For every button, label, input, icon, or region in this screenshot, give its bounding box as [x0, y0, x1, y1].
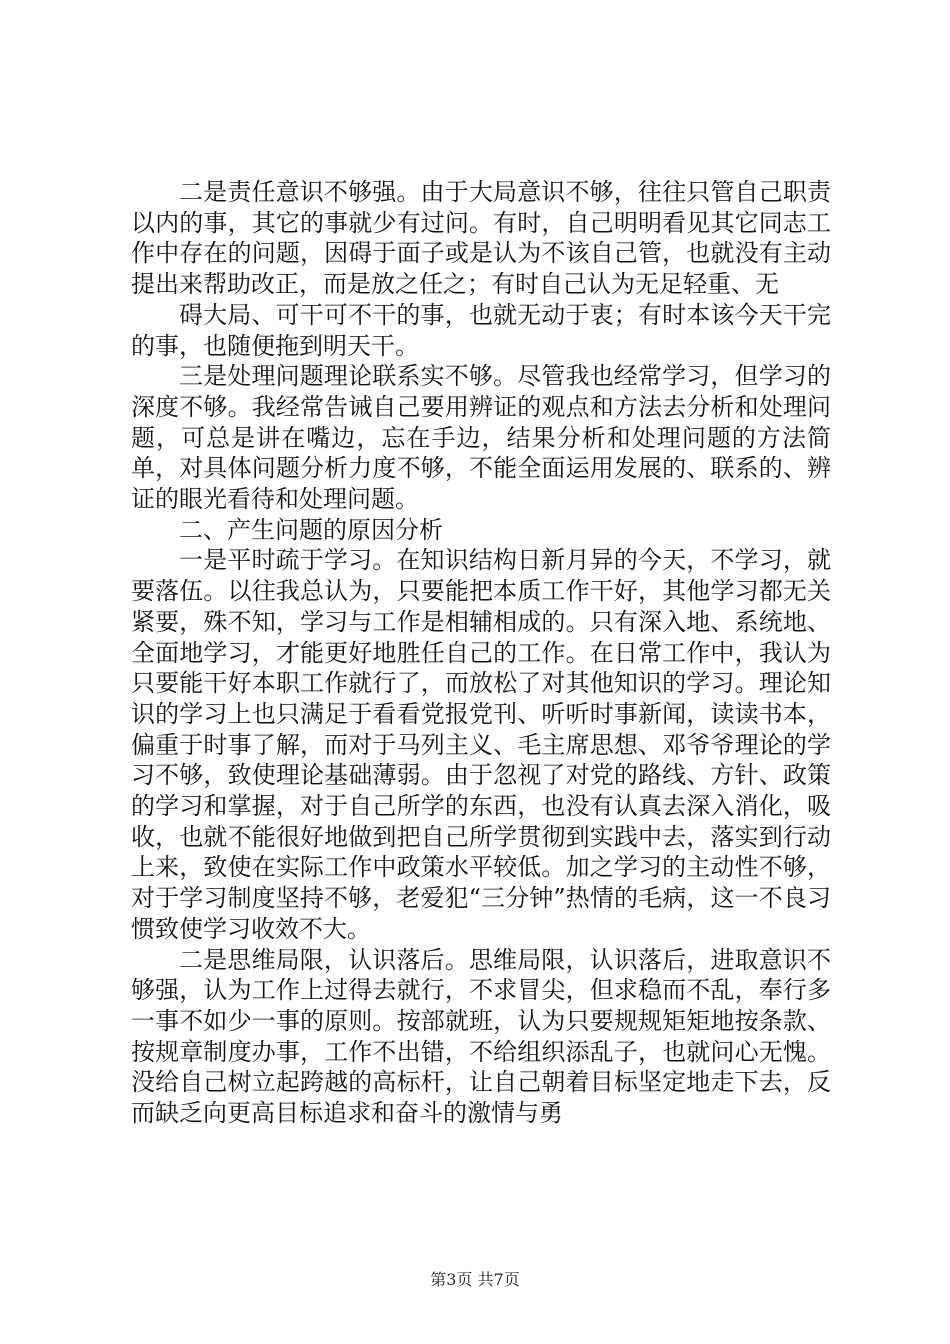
paragraph-theory-practice: 三是处理问题理论联系实不够。尽管我也经常学习，但学习的深度不够。我经常告诫自己要用辨证的观点和方法去分析和处理问题，可总是讲在嘴边，忘在手边，结果分析和处理问题的方法简单，对具体问题分析力度不够，不能全面运用发展的、联系的、辨证的眼光看待和处理问题。: [131, 362, 831, 514]
document-body: [131, 177, 831, 1129]
page-number-footer: 第3页 共7页: [430, 1270, 520, 1289]
paragraph-thinking: 二是思维局限，认识落后。思维局限，认识落后，进取意识不够强，认为工作上过得去就行，不求冒尖，但求稳而不乱，奉行多一事不如少一事的原则。按部就班，认为只要规规矩矩地按条款、按规章制度办事，工作不出错，不给组织添乱子，也就问心无愧。没给自己树立起跨越的高标杆，让自己朝着目标坚定地走下去，反而缺乏向更高目标追求和奋斗的激情与勇: [131, 945, 831, 1128]
section-heading-causes: 二、产生问题的原因分析: [179, 515, 443, 544]
paragraph-responsibility: 二是责任意识不够强。由于大局意识不够，往往只管自己职责以内的事，其它的事就少有过问。有时，自己明明看见其它同志工作中存在的问题，因碍于面子或是认为不该自己管，也就没有主动提出来帮助改正，而是放之任之；有时自己认为无足轻重、无: [131, 178, 831, 299]
paragraph-responsibility-continued: 碍大局、可干可不干的事，也就无动于衷；有时本该今天干完的事，也随便拖到明天干。: [131, 300, 831, 360]
paragraph-study: 一是平时疏于学习。在知识结构日新月异的今天，不学习，就要落伍。以往我总认为，只要能把本质工作干好，其他学习都无关紧要，殊不知，学习与工作是相辅相成的。只有深入地、系统地、全面地学习，才能更好地胜任自己的工作。在日常工作中，我认为只要能干好本职工作就行了，而放松了对其他知识的学习。理论知识的学习上也只满足于看看党报党刊、听听时事新闻，读读书本，偏重于时事了解，而对于马列主义、毛主席思想、邓爷爷理论的学习不够，致使理论基础薄弱。由于忽视了对党的路线、方针、政策的学习和掌握，对于自己所学的东西，也没有认真去深入消化，吸收，也就不能很好地做到把自己所学贯彻到实践中去，落实到行动上来，致使在实际工作中政策水平较低。加之学习的主动性不够，对于学习制度坚持不够，老爱犯“三分钟”热情的毛病，这一不良习惯致使学习收效不大。: [131, 546, 831, 943]
